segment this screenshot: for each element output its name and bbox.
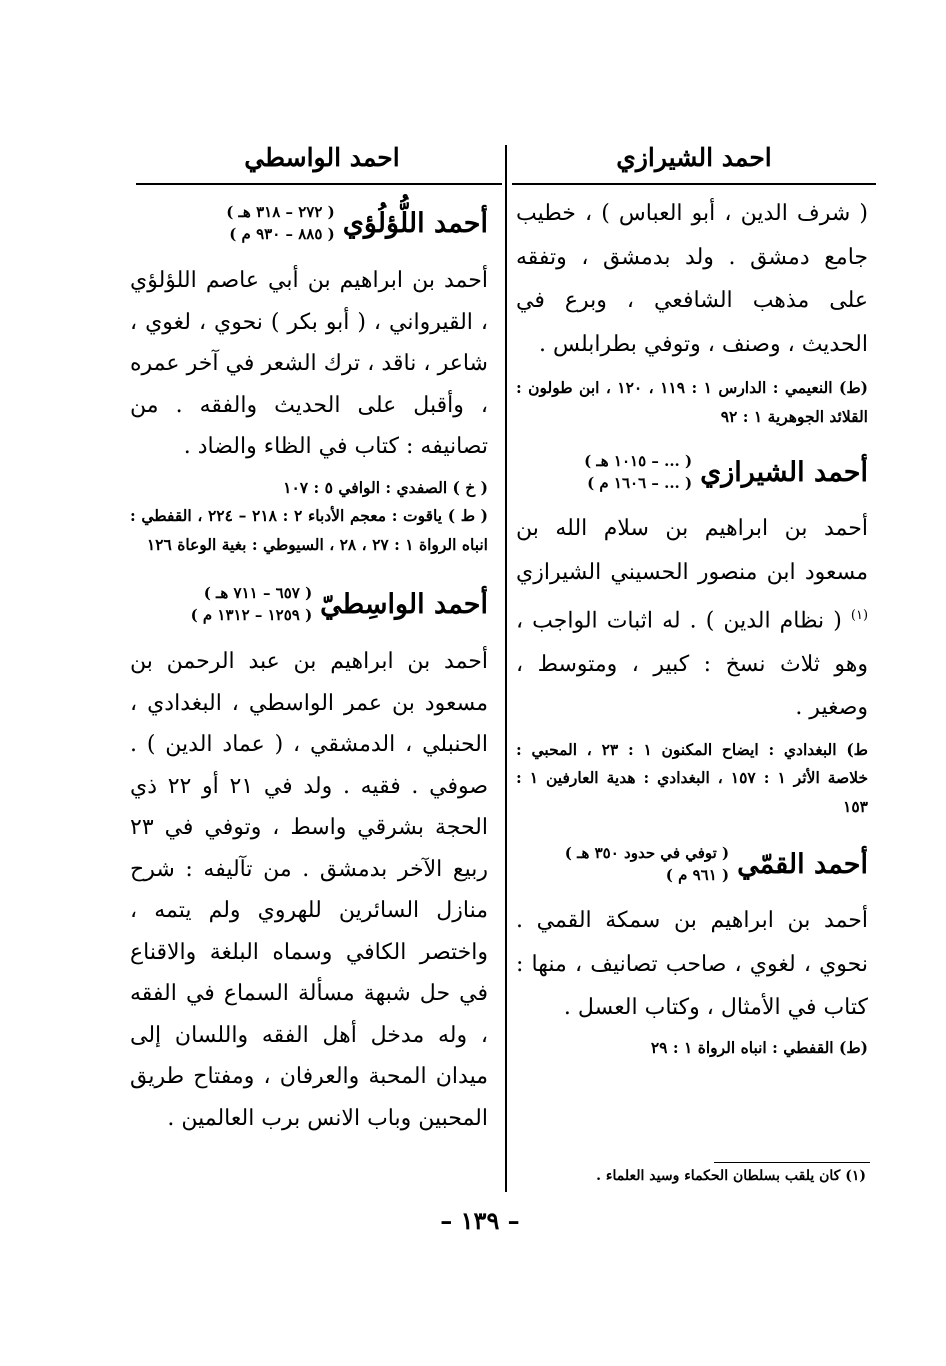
date-gregorian: ( ٩٦١ م ) — [665, 866, 730, 885]
entry-text-part-a: أحمد بن ابراهيم بن سلام الله بن مسعود ابن منصور الحسيني الشيرازي — [516, 516, 868, 585]
entry-name: أحمد الشيرازي — [700, 456, 868, 488]
entry-header-qummi — [516, 833, 868, 895]
left-column — [130, 192, 488, 1139]
page-number: – ١٣٩ – — [440, 1206, 520, 1235]
header-rule-right — [512, 183, 876, 185]
right-column — [516, 192, 868, 1062]
entry-header-shirazi — [516, 441, 868, 503]
entry-dates — [584, 450, 692, 494]
continued-entry-text: ( شرف الدين ، أبو العباس ) ، خطيب جامع دمشق . ولد بدمشق ، وتفقه على مذهب الشافعي ، وبرع في الحديث ، وصنف ، وتوفي بطرابلس . — [516, 201, 868, 357]
date-hijri: ( ... – ١٠١٥ هـ ) — [584, 452, 693, 470]
entry-name: أحمد اللُّؤلُؤي — [342, 207, 488, 239]
entry-header-wasiti — [130, 573, 488, 635]
footnote: (١) كان يلقب بسلطان الحكماء وسيد العلماء . — [596, 1168, 866, 1184]
footnote-rule — [714, 1162, 870, 1163]
entry-text-part-b: ( نظام الدين ) . له اثبات الواجب ، وهو ثلاث نسخ : كبير ، ومتوسط ، وصغير . — [516, 608, 868, 721]
header-rule-left — [136, 183, 502, 185]
date-hijri: ( توفي في حدود ٣٥٠ هـ ) — [564, 844, 730, 863]
entry-dates — [226, 201, 334, 245]
entry-name: أحمد القمّي — [737, 848, 868, 880]
entry-header-luluI — [130, 192, 488, 254]
date-hijri: ( ٢٧٢ – ٣١٨ هـ ) — [226, 203, 335, 221]
entry-dates — [565, 842, 729, 886]
entry-text: أحمد بن ابراهيم بن سمكة القمي . نحوي ، لغوي ، صاحب تصانيف ، منها : كتاب في الأمثال ، وكتاب العسل . — [516, 908, 868, 1021]
footnote-marker: (١) — [850, 608, 869, 623]
column-divider — [505, 145, 507, 1192]
entry-references: (ط) القفطي : انباه الرواة ١ : ٢٩ — [650, 1037, 868, 1057]
entry-text — [516, 507, 868, 730]
date-gregorian: ( ... – ١٦٠٦ م ) — [587, 474, 693, 492]
running-title-right: احمد الشيرازي — [616, 143, 772, 172]
entry-references: ط) البغدادي : ايضاح المكنون ١ : ٢٣ ، المحبي : خلاصة الأثر ١ : ١٥٧ ، البغدادي : هدية العارفين ١ : ١٥٣ — [516, 739, 869, 816]
entry-reference-2: ( ط ) ياقوت : معجم الأدباء ٢ : ٢١٨ – ٢٢٤ ، القفطي : انباه الرواة ١ : ٢٧ ، ٢٨ ، السيوطي : بغية الوعاة ١٢٦ — [130, 506, 489, 554]
running-title-left: احمد الواسطي — [244, 143, 400, 172]
entry-reference-1: ( خ ) الصفدي : الوافي ٥ : ١٠٧ — [283, 477, 488, 497]
continued-entry-references: (ط) النعيمي : الدارس ١ : ١١٩ ، ١٢٠ ، ابن طولون : القلائد الجوهرية ١ : ٩٢ — [516, 378, 869, 426]
date-gregorian: ( ٨٨٥ – ٩٣٠ م ) — [229, 225, 335, 243]
entry-name: أحمد الواسِطيّ — [320, 588, 488, 620]
entry-text: أحمد بن ابراهيم بن عبد الرحمن بن مسعود بن عمر الواسطي ، البغدادي ، الحنبلي ، الدمشقي ، ( عماد الدين ) . صوفي . فقيه . ولد في ٢١ أو ٢٢ ذي الحجة بشرقي واسط ، وتوفي في ٢٣ ربيع الآخر بدمشق . من تآليفه : شرح منازل السائرين للهروي ولم يتمه ، واختصر الكافي وسماه البلغة والاقناع في حل شبهة مسألة السماع في الفقه ، وله مدخل أهل الفقه واللسان إلى ميدان المحبة والعرفان ، ومفتاح طريق المحبين وباب الانس برب العالمين . — [130, 649, 489, 1131]
entry-dates — [191, 582, 313, 626]
date-gregorian: ( ١٢٥٩ – ١٣١٢ م ) — [190, 606, 313, 624]
date-hijri: ( ٦٥٧ – ٧١١ هـ ) — [203, 584, 313, 602]
entry-text: أحمد بن ابراهيم بن أبي عاصم اللؤلؤي ، القيرواني ، ( أبو بكر ) نحوي ، لغوي ، شاعر ، ناقد ، ترك الشعر في آخر عمره ، وأقبل على الحديث والفقه . من تصانيفه : كتاب في الظاء والضاد . — [130, 268, 488, 459]
